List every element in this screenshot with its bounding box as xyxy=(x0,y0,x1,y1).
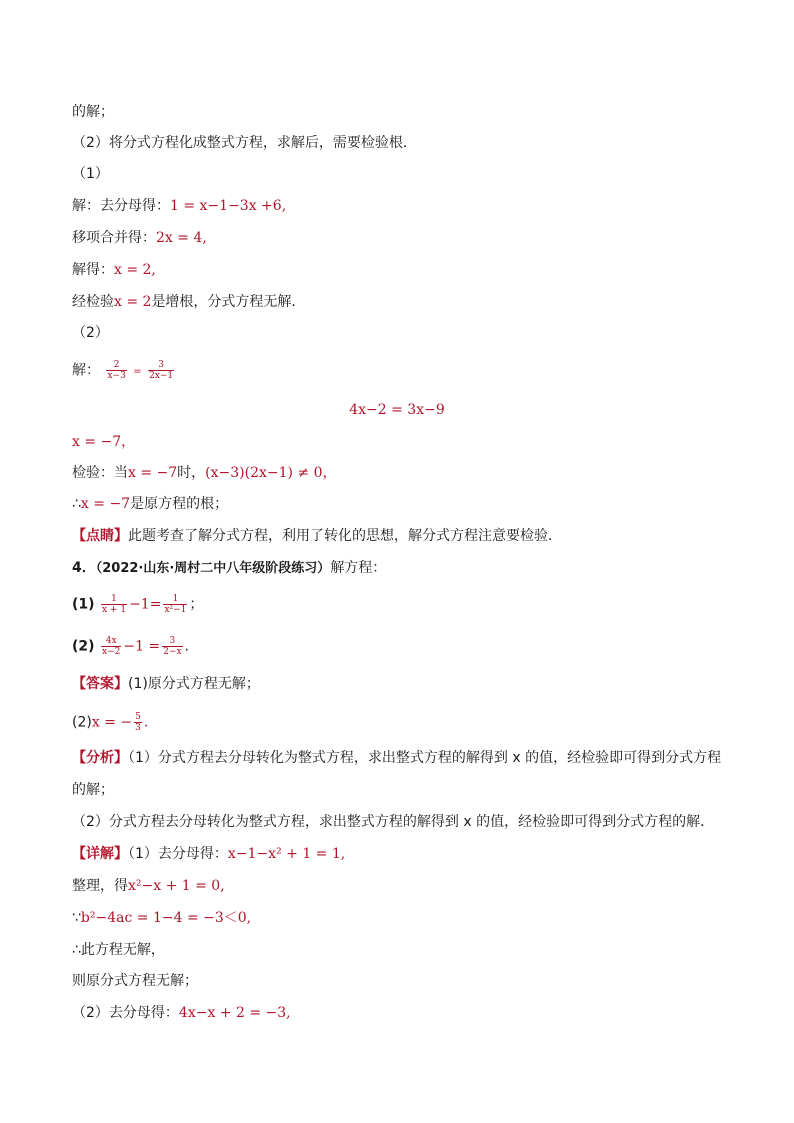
text-line xyxy=(72,780,114,800)
math-expression: x²−x + 1 = 0, xyxy=(128,878,225,894)
math-expression: b²−4ac = 1−4 = −3＜0, xyxy=(80,910,252,926)
text: （2）分式方程去分母转化为整式方程，求出整式方程的解得到 x 的值，经检验即可得到分式方程的解． xyxy=(72,814,715,830)
math-expression: −1 = xyxy=(123,638,161,655)
text: 此题考查了解分式方程，利用了转化的思想，解分式方程注意要检验． xyxy=(128,528,562,544)
text: . xyxy=(184,638,189,655)
denominator: x−3 xyxy=(107,371,126,381)
question-part xyxy=(72,594,203,615)
numerator: 1 xyxy=(163,594,187,605)
step-label: 经检验 xyxy=(72,294,114,310)
text-line xyxy=(72,323,109,343)
detail-line xyxy=(72,844,345,864)
numerator: 5 xyxy=(135,712,141,722)
text: （2）将分式方程化成整式方程，求解后，需要检验根． xyxy=(72,135,417,151)
numerator: 3 xyxy=(162,636,182,647)
text: 解方程： xyxy=(330,560,387,576)
centered-equation xyxy=(0,400,794,420)
solution-step xyxy=(72,876,225,896)
step-label: 检验：当 xyxy=(72,465,128,481)
math-expression: 1 = x−1−3x +6, xyxy=(170,198,287,214)
part-index: (2) xyxy=(72,638,95,655)
text: (1)原分式方程无解； xyxy=(128,676,260,692)
text-line xyxy=(72,164,109,184)
text-line xyxy=(72,940,165,960)
math-expression: (x−3)(2x−1) ≠ 0， xyxy=(205,465,337,481)
part-index: (1) xyxy=(72,596,95,613)
solution-step xyxy=(72,292,305,312)
step-label: 解得： xyxy=(72,262,114,278)
step-label: （1）去分母得： xyxy=(128,846,228,862)
text: （1）分式方程去分母转化为整式方程，求出整式方程的解得到 x 的值，经检验即可得到分式方程 xyxy=(128,750,722,766)
numerator: 2 xyxy=(106,360,126,371)
section-label: 【点睛】 xyxy=(72,528,128,544)
question-header xyxy=(72,558,386,579)
analysis-line xyxy=(72,748,721,768)
fraction xyxy=(101,594,127,615)
solution-step xyxy=(72,494,228,514)
math-expression: 4x−x + 2 = −3, xyxy=(178,1005,291,1021)
text-line xyxy=(72,812,714,832)
solution-step xyxy=(72,360,176,383)
fraction xyxy=(162,636,182,657)
solution-step xyxy=(72,463,337,483)
denominator: 2x−1 xyxy=(149,371,174,381)
text-line xyxy=(72,971,198,991)
step-label: 移项合并得： xyxy=(72,230,156,246)
step-label: 整理，得 xyxy=(72,878,128,894)
denominator: x²−1 xyxy=(164,605,187,615)
question-source: （2022·山东·周村二中八年级阶段练习） xyxy=(95,561,331,576)
math-expression: −1= xyxy=(129,596,162,613)
math-expression: x = −7 xyxy=(80,496,131,512)
math-expression: x−1−x² + 1 = 1, xyxy=(227,846,346,862)
math-expression: x = −7 xyxy=(128,465,178,481)
solution-step xyxy=(72,228,207,248)
math-expression: 4x−2 = 3x−9 xyxy=(349,402,445,418)
therefore-symbol: ∴ xyxy=(72,496,81,512)
text: 的解； xyxy=(72,104,114,120)
math-expression: x = −7， xyxy=(72,434,136,450)
section-label: 【答案】 xyxy=(72,676,128,692)
math-expression: x = 2 xyxy=(114,294,152,310)
denominator: x−2 xyxy=(102,647,121,657)
math-expression: 2x = 4, xyxy=(156,230,207,246)
fraction xyxy=(163,594,187,615)
solution-step xyxy=(72,908,251,928)
text: 是原方程的根； xyxy=(130,496,229,512)
solution-step xyxy=(72,196,286,216)
text: （1） xyxy=(72,166,109,182)
text: 时， xyxy=(177,465,206,481)
numerator: 3 xyxy=(148,360,174,371)
numerator: 4x xyxy=(101,636,121,647)
text-line xyxy=(72,133,417,153)
answer-line xyxy=(72,674,260,694)
numerator: 1 xyxy=(101,594,127,605)
text: 是增根，分式方程无解． xyxy=(151,294,306,310)
solution-step xyxy=(72,1003,291,1023)
fraction xyxy=(134,712,142,733)
equals-sign: = xyxy=(133,366,142,378)
question-part xyxy=(72,636,189,657)
step-label: （2）去分母得： xyxy=(72,1005,179,1021)
solution-step xyxy=(72,260,156,280)
text: 则原分式方程无解； xyxy=(72,973,198,989)
math-expression: x = − xyxy=(91,714,133,731)
because-symbol: ∵ xyxy=(72,910,81,926)
denominator: 2−x xyxy=(163,647,182,657)
step-label: 解： xyxy=(72,362,100,379)
text: 的解； xyxy=(72,782,114,798)
denominator: 3 xyxy=(135,723,141,733)
math-expression: x = 2, xyxy=(114,262,156,278)
note-line xyxy=(72,526,562,546)
answer-line xyxy=(72,712,148,733)
text: ； xyxy=(189,596,204,613)
question-number: 4． xyxy=(72,560,96,576)
fraction xyxy=(106,360,126,381)
fraction xyxy=(101,636,121,657)
text: ∴此方程无解， xyxy=(72,942,165,958)
step-label: 解：去分母得： xyxy=(72,198,170,214)
text: （2） xyxy=(72,325,109,341)
section-label: 【详解】 xyxy=(72,846,128,862)
denominator: x + 1 xyxy=(102,605,127,615)
section-label: 【分析】 xyxy=(72,750,128,766)
part-index: (2) xyxy=(72,714,92,731)
text-line xyxy=(72,102,114,122)
math-expression: . xyxy=(143,714,149,731)
fraction xyxy=(148,360,174,381)
solution-step xyxy=(72,432,135,452)
